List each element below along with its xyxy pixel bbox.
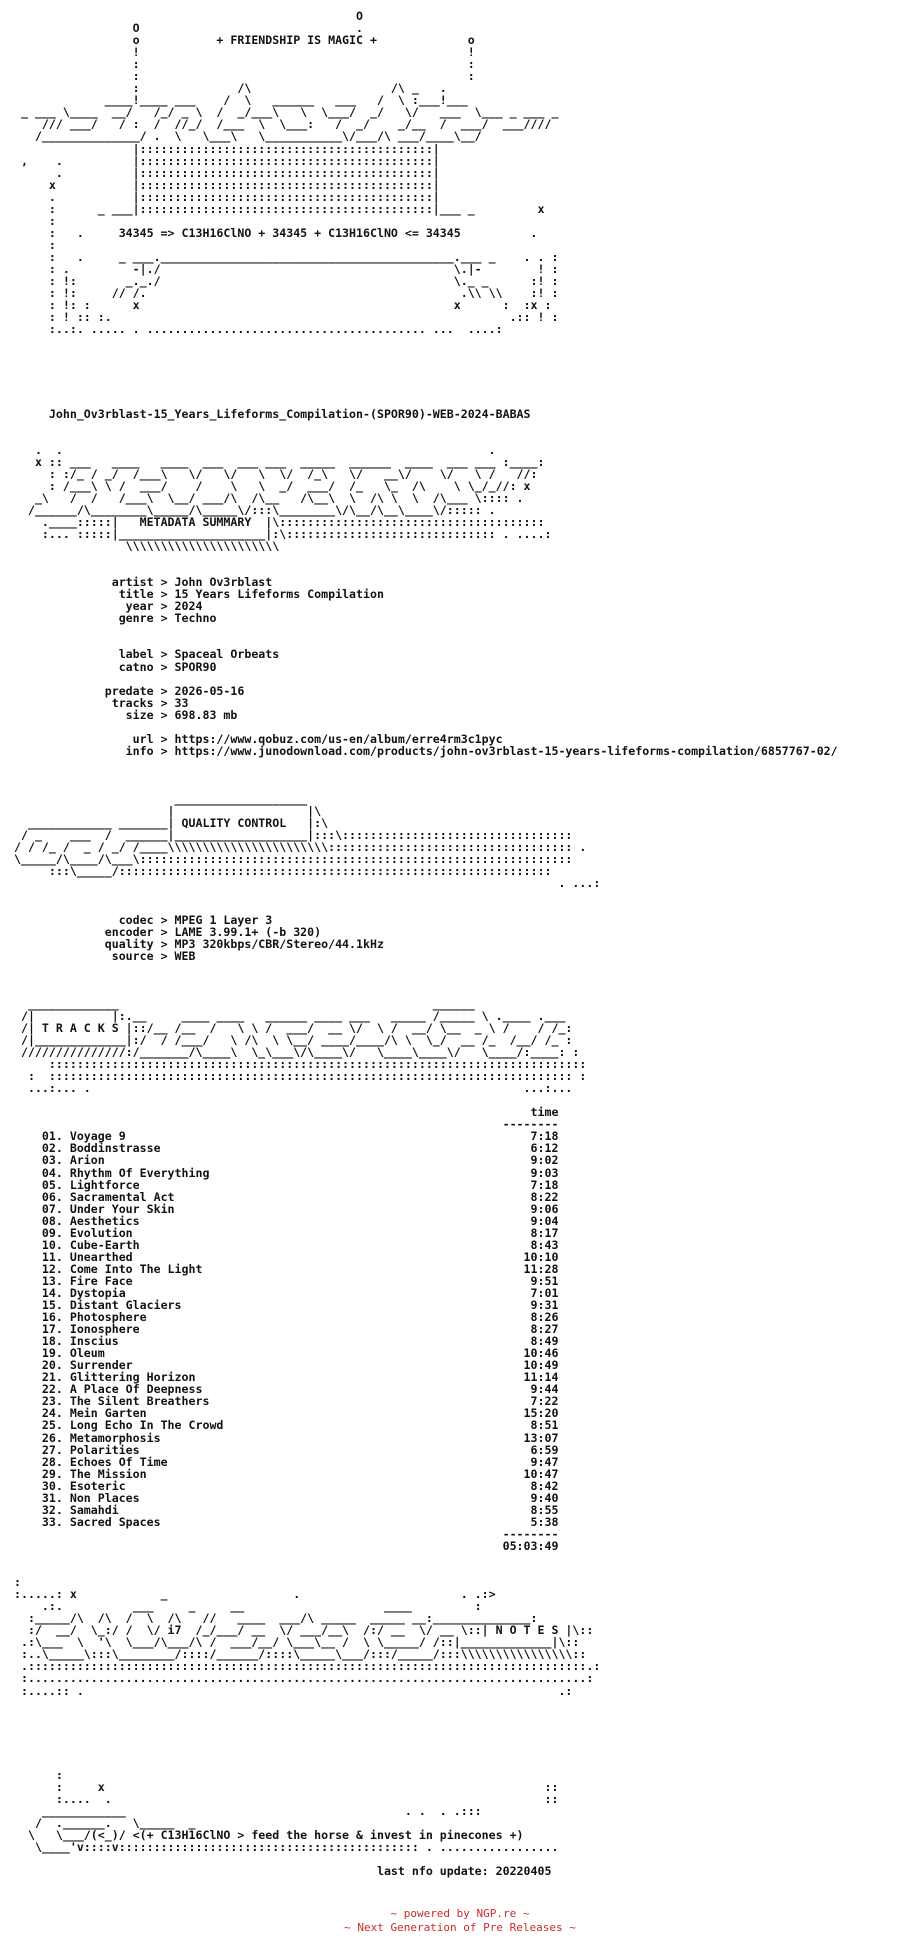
nfo-art-line: quality > MP3 320kbps/CBR/Stereo/44.1kHz xyxy=(14,936,384,951)
tracks-rule: -------- xyxy=(14,1117,559,1132)
nfo-art-line xyxy=(14,673,838,685)
nfo-art-line: : !: // /. .\\ \\ :! : xyxy=(14,286,559,301)
track-row: 11. Unearthed 10:10 xyxy=(14,1249,559,1264)
track-row: 07. Under Your Skin 9:06 xyxy=(14,1201,559,1216)
nfo-art-line: ____________ _______| QUALITY CONTROL |:\ xyxy=(14,816,329,831)
nfo-art-line xyxy=(14,347,838,359)
nfo-art-line: . |::::::::::::::::::::::::::::::::::::::::::| xyxy=(14,165,440,180)
nfo-art-line: /______/\________\_____/\_____\/:::\________\/\__/\__\____\/::::: . xyxy=(14,502,496,517)
nfo-art-line: / / /_ / _ / _/ /____\\\\\\\\\\\\\\\\\\\\\\\::::::::::::::::::::::::::::::::::: . xyxy=(14,840,587,855)
nfo-art-line: _ ___ \____ __/ /_/ _ \ / _/___\ \ \___/ _/ \/ ___ \___ _ ___ _ xyxy=(14,105,559,120)
track-row: 13. Fire Face 9:51 xyxy=(14,1273,559,1288)
nfo-art-line: O xyxy=(14,9,364,23)
nfo-art-line: : _ ___|::::::::::::::::::::::::::::::::::::::::::|___ _ x xyxy=(14,201,545,216)
nfo-art-line: : ! :: :. .:: ! : xyxy=(14,310,559,325)
track-row: 04. Rhythm Of Everything 9:03 xyxy=(14,1165,559,1180)
nfo-art-line xyxy=(14,769,838,781)
tracks-total: 05:03:49 xyxy=(14,1538,559,1553)
nfo-art-line xyxy=(14,962,838,974)
nfo-art-line: size > 698.83 mb xyxy=(14,707,238,722)
nfo-notes-line: \ \___/(<_)/ <(+ C13H16ClNO > feed the horse & invest in pinecones +) xyxy=(14,1828,524,1843)
nfo-art-line xyxy=(14,552,838,564)
track-row: 18. Inscius 8:49 xyxy=(14,1334,559,1349)
track-row: 30. Esoteric 8:42 xyxy=(14,1478,559,1493)
nfo-art-line: source > WEB xyxy=(14,948,196,963)
nfo-art-line xyxy=(14,974,838,986)
nfo-notes-line: / .______. \_____ _ xyxy=(14,1816,545,1831)
nfo-art-line: /| T R A C K S |::/__ /__ / \ \ / ___/ __ \/ \ / __/ \__ _ \ / / /_: xyxy=(14,1020,573,1035)
tracks-time-header: time xyxy=(14,1105,559,1120)
nfo-art-line: . . . xyxy=(14,442,496,457)
nfo-art-line: : . -|./ \.|- ! : xyxy=(14,261,559,276)
track-row: 08. Aesthetics 9:04 xyxy=(14,1213,559,1228)
track-row: 12. Come Into The Light 11:28 xyxy=(14,1261,559,1276)
nfo-header-art xyxy=(14,10,838,1106)
nfo-art-line: .____:::::| METADATA SUMMARY |\:::::::::::::::::::::::::::::::::::::: xyxy=(14,514,545,529)
nfo-art-line: : . _ ___.__________________________________________.___ _ . . : xyxy=(14,249,559,264)
nfo-art-line: : xyxy=(14,213,56,228)
nfo-art-line: tracks > 33 xyxy=(14,695,189,710)
nfo-document xyxy=(14,10,838,1877)
nfo-art-line: ___________________ xyxy=(14,792,308,807)
nfo-notes-line: : xyxy=(14,1767,63,1782)
track-row: 28. Echoes Of Time 9:47 xyxy=(14,1454,559,1469)
nfo-art-line: encoder > LAME 3.99.1+ (-b 320) xyxy=(14,924,322,939)
nfo-notes-line xyxy=(14,1745,838,1757)
track-row: 27. Polarities 6:59 xyxy=(14,1442,559,1457)
nfo-art-line: label > Spaceal Orbeats xyxy=(14,647,280,662)
nfo-art-line: |::::::::::::::::::::::::::::::::::::::::::| xyxy=(14,141,440,156)
nfo-art-line xyxy=(14,624,838,636)
nfo-art-line: : : xyxy=(14,57,475,72)
nfo-art-line xyxy=(14,420,838,432)
track-row: 15. Distant Glaciers 9:31 xyxy=(14,1298,559,1313)
track-row: 32. Samahdi 8:55 xyxy=(14,1502,559,1517)
nfo-art-line: o + FRIENDSHIP IS MAGIC + o xyxy=(14,33,475,48)
nfo-notes-line: ____________ . . . .::: xyxy=(14,1803,482,1818)
nfo-notes-line: : x :: xyxy=(14,1779,559,1794)
nfo-art-line: John_Ov3rblast-15_Years_Lifeforms_Compilation-(SPOR90)-WEB-2024-BABAS xyxy=(14,406,531,421)
nfo-notes-line: :.... . :: xyxy=(14,1791,559,1806)
nfo-art-line xyxy=(14,383,838,395)
nfo-notes-art xyxy=(14,1552,838,1877)
track-row: 20. Surrender 10:49 xyxy=(14,1358,559,1373)
track-row: 16. Photosphere 8:26 xyxy=(14,1310,559,1325)
nfo-art-line: : xyxy=(14,237,56,252)
nfo-art-line xyxy=(14,757,838,769)
track-row: 24. Mein Garten 15:20 xyxy=(14,1406,559,1421)
nfo-art-line: predate > 2026-05-16 xyxy=(14,683,245,698)
nfo-art-line xyxy=(14,335,838,347)
nfo-art-line xyxy=(14,889,838,901)
nfo-art-line: ::::::::::::::::::::::::::::::::::::::::::::::::::::::::::::::::::::::::::::: xyxy=(14,1057,587,1072)
track-row: 23. The Silent Breathers 7:22 xyxy=(14,1394,559,1409)
nfo-art-line xyxy=(14,396,838,408)
nfo-art-line: codec > MPEG 1 Layer 3 xyxy=(14,912,273,927)
nfo-notes-line xyxy=(14,1697,838,1709)
nfo-art-line: \_____/\____/\___\:::::::::::::::::::::::::::::::::::::::::::::::::::::::::::::: xyxy=(14,852,573,867)
nfo-art-line: title > 15 Years Lifeforms Compilation xyxy=(14,587,384,602)
nfo-notes-line: :................................................................................: xyxy=(14,1671,594,1686)
nfo-art-line: artist > John Ov3rblast xyxy=(14,575,273,590)
nfo-art-line: . |::::::::::::::::::::::::::::::::::::::::::| xyxy=(14,189,440,204)
track-row: 31. Non Places 9:40 xyxy=(14,1490,559,1505)
nfo-notes-line: :..\_____\:::\________/::::/______/::::\_____\___/:::/_____/:::\\\\\\\\\\\\\\\\:: xyxy=(14,1647,587,1662)
track-row: 19. Oleum 10:46 xyxy=(14,1346,559,1361)
nfo-notes-line: :.....: x _ . . .:> xyxy=(14,1587,496,1602)
nfo-notes-line: : xyxy=(14,1575,503,1590)
track-row: 09. Evolution 8:17 xyxy=(14,1225,559,1240)
nfo-art-line: year > 2024 xyxy=(14,599,203,614)
tracklist xyxy=(14,1106,838,1552)
track-row: 01. Voyage 9 7:18 xyxy=(14,1129,559,1144)
nfo-notes-line: :....:: . .: xyxy=(14,1683,573,1698)
nfo-notes-line xyxy=(14,1709,838,1721)
nfo-art-line: :::\_____/:::::::::::::::::::::::::::::::::::::::::::::::::::::::::::::: xyxy=(14,864,552,879)
track-row: 22. A Place Of Deepness 9:44 xyxy=(14,1382,559,1397)
nfo-art-line: /// ___/ / : / //_/ /___ \ \___: / _/ _/__ / ___/ ___//// xyxy=(14,117,552,132)
nfo-art-line: :... :::::|_____________________|:\:::::::::::::::::::::::::::::: . ....: xyxy=(14,527,552,542)
nfo-art-line: ...:... . ...:... xyxy=(14,1081,573,1096)
nfo-notes-line: last nfo update: 20220405 xyxy=(14,1864,552,1879)
nfo-art-line xyxy=(14,371,838,383)
nfo-art-line: : : xyxy=(14,69,475,84)
nfo-art-line: O . xyxy=(14,21,364,36)
tagline-label: ~ Next Generation of Pre Releases ~ xyxy=(344,1921,576,1934)
powered-by-label: ~ powered by NGP.re ~ xyxy=(390,1907,530,1920)
nfo-art-line: _____________ ______ xyxy=(14,996,475,1011)
nfo-art-line: : ::::::::::::::::::::::::::::::::::::::::::::::::::::::::::::::::::::::::::: : xyxy=(14,1069,587,1084)
tracks-rule: -------- xyxy=(14,1526,559,1541)
nfo-art-line: ____!____ ___ / \ ______ ___ / \ :___!___ xyxy=(14,93,468,108)
nfo-notes-line: :/ __/ \_:/ / \/ i7 /_/___/ __ \/ ___/__\ /:/ __ \/ __ \::| N O T E S |\:: xyxy=(14,1623,594,1638)
nfo-notes-line xyxy=(14,1721,838,1733)
nfo-art-line: : !: : x x : :x : xyxy=(14,298,552,313)
nfo-art-line: /______________/ . \ \___\ \___________\/___/\ ___/____\__/ xyxy=(14,129,482,144)
track-row: 17. Ionosphere 8:27 xyxy=(14,1322,559,1337)
nfo-art-line: ///////////////:/_______/\____\ \_\___\/\____\/ \____\____\/ \____/:____: : xyxy=(14,1045,580,1060)
nfo-art-line: _\ / / /___\ \__/ ___/\ /\__ /\__\ \ /\ \ \ /\___ \:::: . xyxy=(14,490,524,505)
track-row: 33. Sacred Spaces 5:38 xyxy=(14,1514,559,1529)
nfo-notes-line xyxy=(14,1552,838,1564)
nfo-art-line: : . 34345 => C13H16ClNO + 34345 + C13H16ClNO <= 34345 . xyxy=(14,225,538,240)
track-row: 06. Sacramental Act 8:22 xyxy=(14,1189,559,1204)
track-row: 26. Metamorphosis 13:07 xyxy=(14,1430,559,1445)
track-row: 03. Arion 9:02 xyxy=(14,1153,559,1168)
track-row: 14. Dystopia 7:01 xyxy=(14,1285,559,1300)
nfo-art-line: \\\\\\\\\\\\\\\\\\\\\\ xyxy=(14,539,280,554)
nfo-art-line: catno > SPOR90 xyxy=(14,659,217,674)
nfo-notes-line xyxy=(14,1733,838,1745)
nfo-art-line: : /\ /\ _ . xyxy=(14,81,447,96)
nfo-art-line xyxy=(14,901,838,913)
nfo-art-line: , . |::::::::::::::::::::::::::::::::::::::::::| xyxy=(14,153,440,168)
nfo-notes-line xyxy=(14,1757,838,1769)
track-row: 02. Boddinstrasse 6:12 xyxy=(14,1141,559,1156)
nfo-notes-line: .:\___ \ '\ \___/\___/\ / ___/__/ \___\__ / \ \_____/ /::|_____________|\:: xyxy=(14,1635,580,1650)
track-row: 05. Lightforce 7:18 xyxy=(14,1177,559,1192)
nfo-art-line xyxy=(14,359,838,371)
nfo-art-line: x :: ___ ____ ____ ___ ___ ___ _____ ______ ____ ___ ___ :____: xyxy=(14,454,545,469)
nfo-art-line: :..:. ..... . ........................................ ... ....: xyxy=(14,322,503,337)
nfo-notes-line: .:. ___ _ __ ____ : xyxy=(14,1599,482,1614)
nfo-notes-line: :_____/\ /\ / \ /\ // ____ ___/\ _____ _____ __:______________: xyxy=(14,1611,538,1626)
track-row: 10. Cube-Earth 8:43 xyxy=(14,1237,559,1252)
track-row: 25. Long Echo In The Crowd 8:51 xyxy=(14,1418,559,1433)
nfo-notes-line: .::::::::::::::::::::::::::::::::::::::::::::::::::::::::::::::::::::::::::::::::.: xyxy=(14,1659,601,1674)
nfo-art-line: url > https://www.qobuz.com/us-en/album/erre4rm3c1pyc xyxy=(14,731,503,746)
nfo-art-line: : !: _._./ \._ _ :! : xyxy=(14,274,559,289)
nfo-art-line: : :/_ / _/ /___\ \/ \/ \ \/ /_\ \/ __\/ \/ \ / //: xyxy=(14,466,538,481)
nfo-art-line: x |::::::::::::::::::::::::::::::::::::::::::| xyxy=(14,177,440,192)
nfo-art-line: / _ ___ / ______|___________________|:::\::::::::::::::::::::::::::::::::: xyxy=(14,828,573,843)
nfo-art-line: /|_____________|:/ / /___/ \ /\ \ \__/ ____/____/\ \ \_/ __ /_ /__/ /_ : xyxy=(14,1032,573,1047)
nfo-art-line xyxy=(14,721,838,733)
nfo-art-line xyxy=(14,432,838,444)
track-row: 29. The Mission 10:47 xyxy=(14,1466,559,1481)
nfo-art-line: : /___\ \ / ___/ / \ \ _/ ___/ /_ \_ /\ \ \_/_//: x xyxy=(14,478,531,493)
nfo-art-line: | |\ xyxy=(14,804,322,819)
track-row: 21. Glittering Horizon 11:14 xyxy=(14,1370,559,1385)
nfo-art-line: /| |:.__ ____ ____ ______ ____ ___ _____ /_____ \ .____ .___ xyxy=(14,1008,566,1023)
nfo-notes-line: \____'v::::v::::::::::::::::::::::::::::::::::::::::::: . ................. xyxy=(14,1840,559,1855)
nfo-art-line: info > https://www.junodownload.com/products/john-ov3rblast-15-years-lifeforms-compilation/6857767-02/ xyxy=(14,743,838,758)
nfo-art-line: genre > Techno xyxy=(14,611,217,626)
nfo-art-line: . ...: xyxy=(14,876,601,891)
nfo-art-line: ! ! xyxy=(14,45,475,60)
